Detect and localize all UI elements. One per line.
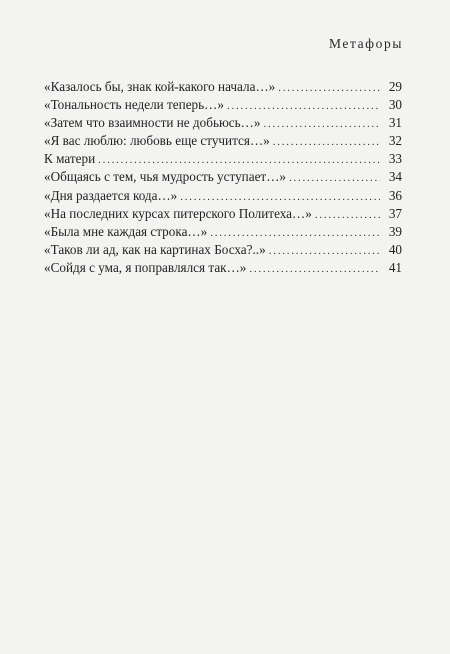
toc-entry-page: 39 [388, 223, 402, 239]
toc-entry-page: 29 [388, 79, 402, 94]
toc-entry [44, 114, 402, 132]
toc-entry-page: 41 [388, 259, 402, 275]
dot-leader [269, 242, 380, 260]
toc-entry-page: 37 [388, 205, 402, 221]
toc-entry [44, 168, 402, 186]
toc-entry-page: 31 [388, 115, 402, 131]
toc-entry [44, 241, 402, 259]
toc-entry [44, 96, 402, 114]
toc-entry-title: «Тональность недели теперь…» [44, 97, 224, 113]
toc-entry-page: 30 [388, 97, 402, 113]
toc-entry-page: 34 [388, 169, 402, 185]
dot-leader [278, 79, 380, 97]
toc-entry-title: «Я вас люблю: любовь еще стучится…» [44, 133, 270, 149]
toc-entry-page: 33 [388, 151, 402, 167]
toc-entry [44, 78, 402, 96]
dot-leader [227, 97, 380, 115]
toc-entry-page: 36 [388, 187, 402, 203]
table-of-contents [44, 78, 402, 277]
toc-entry [44, 223, 402, 241]
dot-leader [315, 206, 380, 224]
dot-leader [263, 115, 380, 133]
toc-entry-title: «Сойдя с ума, я поправлялся так…» [44, 259, 247, 275]
toc-entry [44, 150, 402, 168]
toc-entry [44, 187, 402, 205]
toc-entry-title: «Общаясь с тем, чья мудрость уступает…» [44, 169, 286, 185]
dot-leader [249, 260, 380, 278]
toc-entry-title: «Дня раздается кода…» [44, 187, 178, 203]
toc-entry-title: «Затем что взаимности не добьюсь…» [44, 115, 261, 131]
toc-entry-title: «Была мне каждая строка…» [44, 223, 208, 239]
dot-leader [289, 169, 380, 187]
dot-leader [273, 133, 380, 151]
dot-leader [210, 224, 380, 242]
running-head: Метафоры [329, 36, 403, 51]
dot-leader [98, 151, 380, 169]
toc-entry [44, 132, 402, 150]
toc-entry-title: «На последних курсах питерского Политеха…» [44, 205, 312, 221]
toc-entry-page: 40 [388, 241, 402, 257]
toc-entry [44, 259, 402, 277]
toc-entry [44, 205, 402, 223]
toc-entry-title: К матери [44, 151, 96, 167]
toc-entry-title: «Казалось бы, знак кой-какого начала…» [44, 79, 276, 94]
dot-leader [180, 188, 380, 206]
toc-entry-title: «Таков ли ад, как на картинах Босха?..» [44, 241, 266, 257]
toc-entry-page: 32 [388, 133, 402, 149]
